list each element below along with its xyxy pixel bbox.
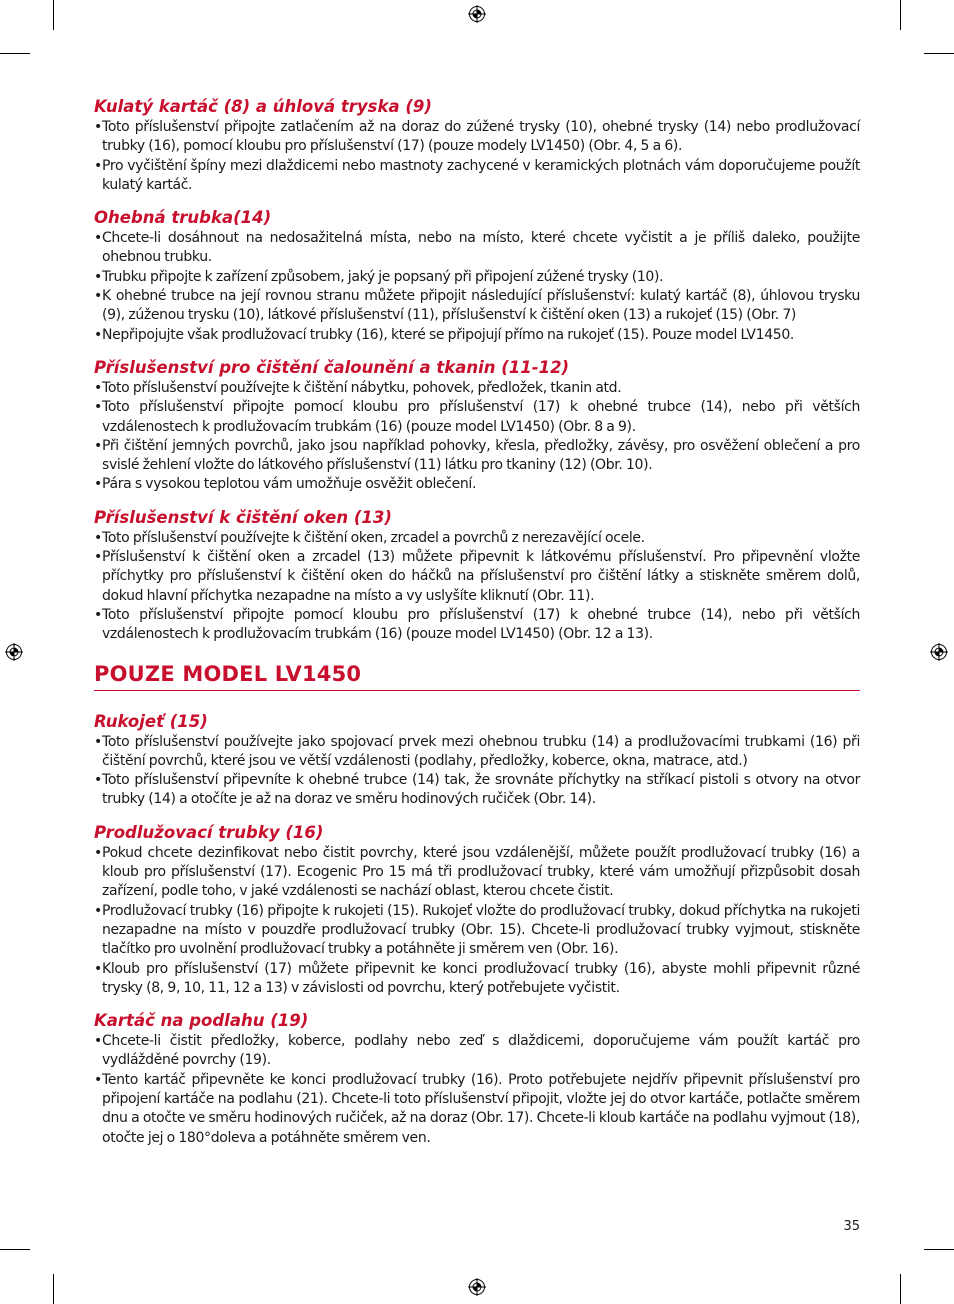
list-item: • Toto příslušenství připojte pomocí kloubu pro příslušenství (17) k ohebné trubce (14), nebo při větších vzdálenostech k prodlužovacím trubkám (16) (pouze model LV1450) (Obr. 12 a 13). <box>94 606 860 645</box>
bullet-list <box>94 118 860 195</box>
list-item: • Toto příslušenství používejte jako spojovací prvek mezi ohebnou trubku (14) a prodlužovacími trubkami (16) při čištění povrchů, které jsou ve větší vzdálenosti (podlahy, předložky, koberce, okna, matrace, atd.) <box>94 733 860 772</box>
page-content <box>94 96 860 1160</box>
registration-mark-bottom-icon <box>468 1278 486 1296</box>
list-item: • Trubku připojte k zařízení způsobem, jaký je popsaný při připojení zúžené trysky (10). <box>94 268 860 287</box>
list-item: • Toto příslušenství připojte zatlačením až na doraz do zúžené trysky (10), ohebné trysky (14) nebo prodlužovací trubky (16), pomocí kloubu pro příslušenství (17) (pouze modely LV1450) (Obr. 4, 5 a 6). <box>94 118 860 157</box>
crop-mark-bottom-left-h <box>0 1249 30 1250</box>
list-item: • Pro vyčištění špíny mezi dlaždicemi nebo mastnoty zachycené v keramických plotnách vám doporučujeme použít kulatý kartáč. <box>94 157 860 196</box>
bullet-list <box>94 529 860 645</box>
list-item: • Prodlužovací trubky (16) připojte k rukojeti (15). Rukojeť vložte do prodlužovací trubky, dokud příchytka na rukojeti nezapadne na místo v pouzdře prodlužovací trubky (Obr. 15). Chcete-li prodlužovací trubky vyjmout, stiskněte tlačítko pro uvolnění prodlužovací trubky a potáhněte ji směrem ven (Obr. 16). <box>94 902 860 960</box>
list-item: • Toto příslušenství připojte pomocí kloubu pro příslušenství (17) k ohebné trubce (14), nebo při větších vzdálenostech k prodlužovacím trubkám (16) (pouze model LV1450) (Obr. 8 a 9). <box>94 398 860 437</box>
registration-mark-top-icon <box>468 5 486 23</box>
crop-mark-top-left-h <box>0 53 30 54</box>
section-heading: Prodlužovací trubky (16) <box>94 822 324 842</box>
list-item: • Při čištění jemných povrchů, jako jsou například pohovky, křesla, předložky, závěsy, pro osvěžení oblečení a pro svislé žehlení vložte do látkového příslušenství (11) látku pro tkaniny (12) (Obr. 10). <box>94 437 860 476</box>
list-item: • Pokud chcete dezinfikovat nebo čistit povrchy, které jsou vzdálenější, můžete použít prodlužovací trubky (16) a kloub pro příslušenství (17). Ecogenic Pro 15 má tři prodlužovací trubky, které vám umožňují přizpůsobit dosah zařízení, podle toho, v jaké vzdálenosti se nachází oblast, kterou chcete čistit. <box>94 844 860 902</box>
bullet-list <box>94 229 860 345</box>
bullet-list <box>94 733 860 810</box>
bullet-list <box>94 844 860 998</box>
section-heading: Příslušenství pro čištění čalounění a tkanin (11-12) <box>94 357 570 377</box>
list-item: • Kloub pro příslušenství (17) můžete připevnit ke konci prodlužovací trubky (16), abyste mohli připevnit různé trysky (8, 9, 10, 11, 12 a 13) v závislosti od povrchu, který potřebujete vyčistit. <box>94 960 860 999</box>
list-item: • Chcete-li čistit předložky, koberce, podlahy nebo zeď s dlaždicemi, doporučujeme vám použít kartáč pro vydlážděné povrchy (19). <box>94 1032 860 1071</box>
list-item: • Nepřipojujte však prodlužovací trubky (16), které se připojují přímo na rukojeť (15). Pouze model LV1450. <box>94 326 860 345</box>
section-heading: Ohebná trubka(14) <box>94 208 272 228</box>
crop-mark-bottom-right-h <box>924 1249 954 1250</box>
list-item: • Příslušenství k čištění oken a zrcadel (13) můžete připevnit k látkovému příslušenství. Pro připevnění vložte příchytky pro příslušenství k čištění oken do háčků na příslušenství pro čištění látky a stiskněte směrem dolů, dokud hlavní příchytka nezapadne na místo a vy uslyšíte kliknutí (Obr. 11). <box>94 548 860 606</box>
model-heading: POUZE MODEL LV1450 <box>94 661 860 691</box>
crop-mark-top-left-v <box>53 0 54 30</box>
list-item: • Pára s vysokou teplotou vám umožňuje osvěžit oblečení. <box>94 475 860 494</box>
list-item: • Toto příslušenství používejte k čištění nábytku, pohovek, předložek, tkanin atd. <box>94 379 860 398</box>
list-item: • Tento kartáč připevněte ke konci prodlužovací trubky (16). Proto potřebujete nejdřív připevnit příslušenství pro připojení kartáče na podlahu (21). Chcete-li toto příslušenství připojit, vložte jej do otvor kartáče, potlačte směrem dnu a otočte ve směru hodinových ručiček, až na doraz (Obr. 17). Chcete-li kloub kartáče na podlahu vyjmout (18), otočte jej o 180°doleva a potáhněte směrem ven. <box>94 1071 860 1148</box>
list-item: • Chcete-li dosáhnout na nedosažitelná místa, nebo na místo, které chcete vyčistit a je příliš daleko, použijte ohebnou trubku. <box>94 229 860 268</box>
page-number: 35 <box>843 1219 860 1234</box>
section-heading: Kulatý kartáč (8) a úhlová tryska (9) <box>94 97 432 116</box>
crop-mark-top-right-h <box>924 53 954 54</box>
list-item: • K ohebné trubce na její rovnou stranu můžete připojit následující příslušenství: kulatý kartáč (8), úhlovou trysku (9), zúženou trysku (10), látkové příslušenství (11), příslušenství k čištění oken (13) a rukojeť (15) (Obr. 7) <box>94 287 860 326</box>
list-item: • Toto příslušenství připevníte k ohebné trubce (14) tak, že srovnáte příchytky na stříkací pistoli s otvory na otvor trubky (14) a otočíte je až na doraz ve směru hodinových ručiček (Obr. 14). <box>94 771 860 810</box>
section-heading: Příslušenství k čištění oken (13) <box>94 507 392 527</box>
bullet-list <box>94 379 860 495</box>
registration-mark-right-icon <box>930 643 948 661</box>
section-heading: Rukojeť (15) <box>94 711 208 731</box>
registration-mark-left-icon <box>5 643 23 661</box>
list-item: • Toto příslušenství používejte k čištění oken, zrcadel a povrchů z nerezavějící ocele. <box>94 529 860 548</box>
crop-mark-top-right-v <box>900 0 901 30</box>
bullet-list <box>94 1032 860 1148</box>
section-heading: Kartáč na podlahu (19) <box>94 1011 309 1031</box>
crop-mark-bottom-right-v <box>900 1274 901 1304</box>
crop-mark-bottom-left-v <box>53 1274 54 1304</box>
